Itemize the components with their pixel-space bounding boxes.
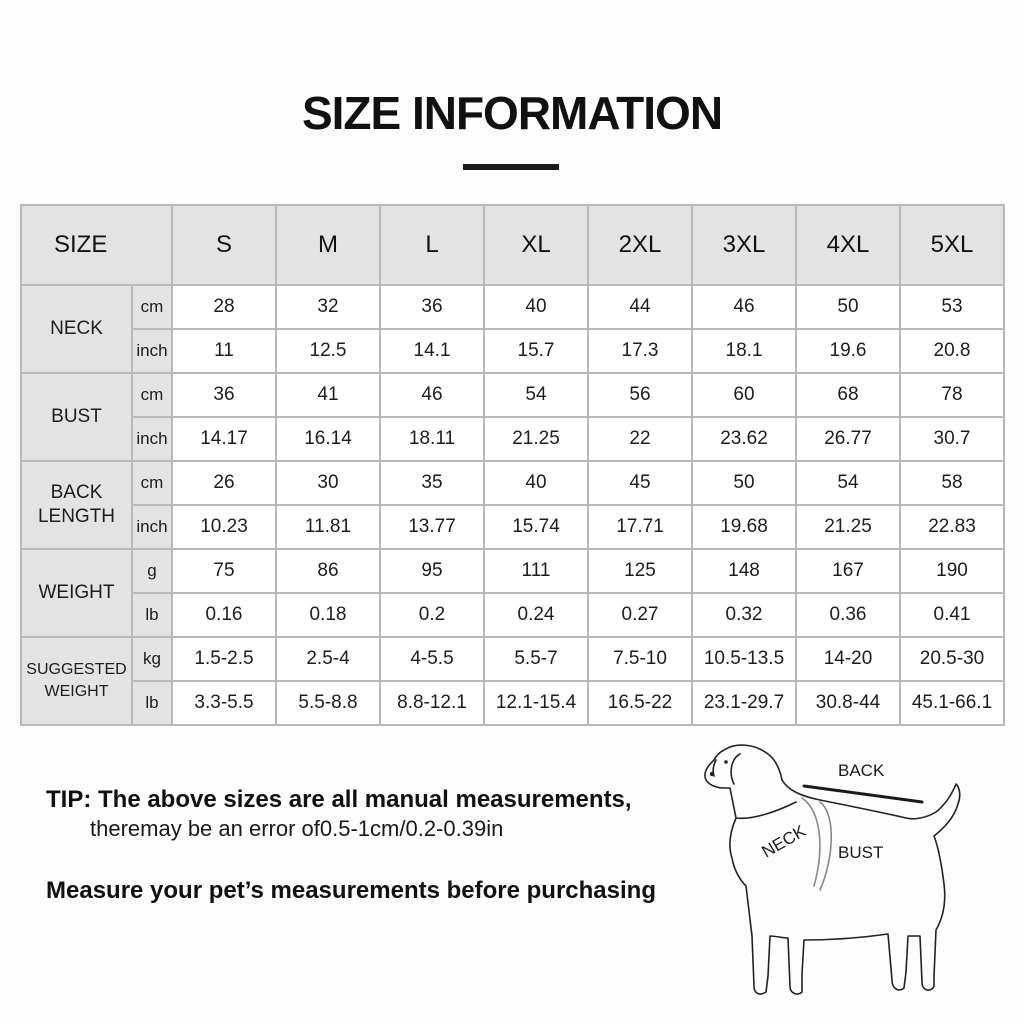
title-underline: [463, 164, 559, 170]
table-cell: 23.62: [692, 417, 796, 461]
table-cell: 4-5.5: [380, 637, 484, 681]
table-cell: 45: [588, 461, 692, 505]
tip-text-continued: theremay be an error of0.5-1cm/0.2-0.39in: [90, 816, 504, 841]
table-cell: 0.32: [692, 593, 796, 637]
table-row: [21, 593, 1004, 637]
table-cell: 167: [796, 549, 900, 593]
table-cell: 21.25: [484, 417, 588, 461]
table-row: [21, 681, 1004, 725]
dog-outline-icon: [705, 745, 960, 994]
table-cell: 17.3: [588, 329, 692, 373]
size-header-m: M: [276, 205, 380, 285]
table-row: [21, 461, 1004, 505]
table-cell: 23.1-29.7: [692, 681, 796, 725]
table-cell: 46: [692, 285, 796, 329]
table-cell: 44: [588, 285, 692, 329]
table-cell: 148: [692, 549, 796, 593]
unit-label: inch: [132, 329, 172, 373]
table-cell: 5.5-8.8: [276, 681, 380, 725]
table-cell: 18.11: [380, 417, 484, 461]
table-row: [21, 549, 1004, 593]
table-cell: 0.16: [172, 593, 276, 637]
unit-label: cm: [132, 461, 172, 505]
table-cell: 0.24: [484, 593, 588, 637]
table-cell: 1.5-2.5: [172, 637, 276, 681]
table-cell: 111: [484, 549, 588, 593]
unit-label: inch: [132, 505, 172, 549]
size-header-label: SIZE: [21, 205, 172, 285]
table-cell: 40: [484, 461, 588, 505]
table-cell: 50: [692, 461, 796, 505]
size-header-4xl: 4XL: [796, 205, 900, 285]
table-cell: 11: [172, 329, 276, 373]
table-cell: 0.36: [796, 593, 900, 637]
table-cell: 190: [900, 549, 1004, 593]
table-cell: 36: [380, 285, 484, 329]
table-cell: 60: [692, 373, 796, 417]
table-cell: 10.23: [172, 505, 276, 549]
table-row: [21, 637, 1004, 681]
measurement-group-label: BUST: [21, 373, 132, 461]
table-cell: 54: [796, 461, 900, 505]
unit-label: lb: [132, 681, 172, 725]
table-cell: 40: [484, 285, 588, 329]
table-cell: 30: [276, 461, 380, 505]
table-cell: 78: [900, 373, 1004, 417]
table-cell: 16.5-22: [588, 681, 692, 725]
table-cell: 26: [172, 461, 276, 505]
table-row: [21, 329, 1004, 373]
table-cell: 75: [172, 549, 276, 593]
dog-measurement-diagram: [700, 740, 990, 1010]
table-cell: 86: [276, 549, 380, 593]
size-header-3xl: 3XL: [692, 205, 796, 285]
table-row: [21, 373, 1004, 417]
table-cell: 0.27: [588, 593, 692, 637]
table-cell: 20.5-30: [900, 637, 1004, 681]
table-cell: 19.68: [692, 505, 796, 549]
table-cell: 22: [588, 417, 692, 461]
table-cell: 0.2: [380, 593, 484, 637]
unit-label: lb: [132, 593, 172, 637]
table-cell: 14.17: [172, 417, 276, 461]
unit-label: kg: [132, 637, 172, 681]
table-cell: 28: [172, 285, 276, 329]
unit-label: cm: [132, 285, 172, 329]
table-cell: 50: [796, 285, 900, 329]
size-header-s: S: [172, 205, 276, 285]
table-cell: 8.8-12.1: [380, 681, 484, 725]
table-cell: 16.14: [276, 417, 380, 461]
table-cell: 22.83: [900, 505, 1004, 549]
size-header-2xl: 2XL: [588, 205, 692, 285]
table-cell: 30.8-44: [796, 681, 900, 725]
table-body: [21, 285, 1004, 725]
table-cell: 11.81: [276, 505, 380, 549]
table-cell: 3.3-5.5: [172, 681, 276, 725]
table-cell: 15.7: [484, 329, 588, 373]
size-table: [20, 204, 1005, 726]
size-header-l: L: [380, 205, 484, 285]
table-cell: 19.6: [796, 329, 900, 373]
measurement-group-label: BACK LENGTH: [21, 461, 132, 549]
table-row: [21, 285, 1004, 329]
measure-note: Measure your pet’s measurements before purchasing: [46, 877, 656, 904]
measurement-group-label: WEIGHT: [21, 549, 132, 637]
table-cell: 95: [380, 549, 484, 593]
table-cell: 30.7: [900, 417, 1004, 461]
table-cell: 0.41: [900, 593, 1004, 637]
table-cell: 32: [276, 285, 380, 329]
table-cell: 35: [380, 461, 484, 505]
table-cell: 12.5: [276, 329, 380, 373]
table-cell: 41: [276, 373, 380, 417]
measurement-group-label: NECK: [21, 285, 132, 373]
table-cell: 36: [172, 373, 276, 417]
table-cell: 0.18: [276, 593, 380, 637]
unit-label: g: [132, 549, 172, 593]
tip-text: TIP: The above sizes are all manual measurements,: [46, 786, 632, 813]
unit-label: cm: [132, 373, 172, 417]
bust-label: BUST: [838, 843, 884, 862]
table-cell: 18.1: [692, 329, 796, 373]
table-cell: 5.5-7: [484, 637, 588, 681]
neck-label: NECK: [758, 821, 809, 862]
table-cell: 10.5-13.5: [692, 637, 796, 681]
dog-eye-icon: [724, 760, 728, 764]
table-cell: 14-20: [796, 637, 900, 681]
table-cell: 2.5-4: [276, 637, 380, 681]
table-row: [21, 505, 1004, 549]
table-cell: 14.1: [380, 329, 484, 373]
table-cell: 68: [796, 373, 900, 417]
size-header-row: [21, 205, 1004, 285]
table-cell: 15.74: [484, 505, 588, 549]
measurement-group-label: SUGGESTED WEIGHT: [21, 637, 132, 725]
table-cell: 53: [900, 285, 1004, 329]
page-title: SIZE INFORMATION: [301, 87, 723, 139]
table-cell: 58: [900, 461, 1004, 505]
table-cell: 46: [380, 373, 484, 417]
table-cell: 7.5-10: [588, 637, 692, 681]
table-cell: 45.1-66.1: [900, 681, 1004, 725]
dog-nose-icon: [710, 772, 714, 776]
table-cell: 56: [588, 373, 692, 417]
table-cell: 26.77: [796, 417, 900, 461]
unit-label: inch: [132, 417, 172, 461]
table-cell: 13.77: [380, 505, 484, 549]
table-cell: 125: [588, 549, 692, 593]
size-header-xl: XL: [484, 205, 588, 285]
size-header-5xl: 5XL: [900, 205, 1004, 285]
table-cell: 54: [484, 373, 588, 417]
table-cell: 20.8: [900, 329, 1004, 373]
table-cell: 17.71: [588, 505, 692, 549]
table-row: [21, 417, 1004, 461]
back-label: BACK: [838, 761, 885, 780]
table-cell: 21.25: [796, 505, 900, 549]
table-cell: 12.1-15.4: [484, 681, 588, 725]
